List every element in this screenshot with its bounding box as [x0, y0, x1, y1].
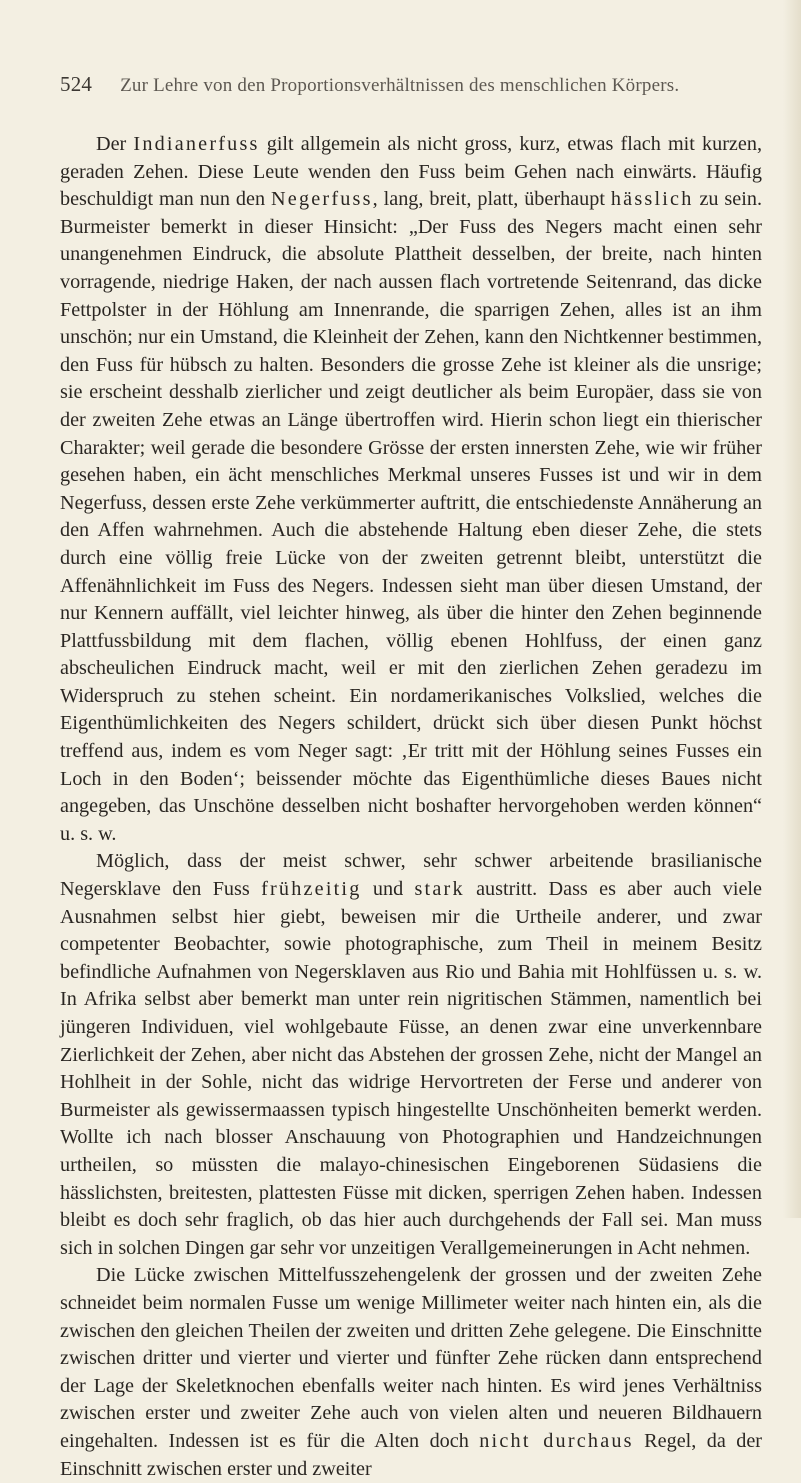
paragraph	[60, 848, 762, 1262]
running-head-title: Zur Lehre von den Proportionsverhältnissen des menschlichen Körpers.	[120, 75, 680, 96]
page-number: 524	[60, 72, 93, 96]
page-edge-shadow	[783, 0, 801, 1218]
text-run: , lang, breit, platt, überhaupt	[372, 188, 611, 211]
spaced-emphasis-text: Indianerfuss	[133, 133, 260, 155]
text-run: gilt allgemein als nicht gross, kurz, etwas flach mit kurzen, geraden Zehen. Diese Leute wenden den Fuss beim Gehen nach einwärts. Häufig beschuldigt man nun den	[60, 133, 762, 211]
running-head	[60, 72, 762, 97]
spaced-emphasis-text: nicht durchaus	[479, 1429, 634, 1452]
text-run: Möglich, dass der meist schwer, sehr schwer arbeitende brasilianische Negersklave den Fuss	[60, 850, 762, 901]
text-run: Regel, da der Einschnitt zwischen erster und zweiter	[60, 1429, 763, 1480]
text-run: zu sein. Burmeister bemerkt in dieser Hinsicht: „Der Fuss des Negers macht einen sehr unangenehmen Eindruck, die absolute Plattheit desselben, der breite, nach hinten vorragende, niedrige Haken, der nach aussen flach vortretende Seitenrand, das dicke Fettpolster in der Höhlung am Innenrande, die sparrigen Zehen, alles ist an ihm unschön; nur ein Umstand, die Kleinheit der Zehen, kann den Nichtkenner bestimmen, den Fuss für hübsch zu halten. Besonders die grosse Zehe ist kleiner als die unsrige; sie erscheint desshalb zierlicher und zeigt deutlicher als beim Europäer, dass sie von der zweiten Zehe etwas an Länge übertroffen wird. Hierin schon liegt ein thierischer Charakter; weil gerade die besondere Grösse der ersten innersten Zehe, wie wir früher gesehen haben, ein ächt menschliches Merkmal unseres Fusses ist und wir in dem Negerfuss, dessen erste Zehe verkümmerter auftritt, die entschiedenste Annäherung an den Affen wahrnehmen. Auch die abstehende Haltung eben dieser Zehe, die stets durch eine völlig freie Lücke von der zweiten getrennt bleibt, unterstützt die Affenähnlichkeit im Fuss des Negers. Indessen sieht man über diesen Umstand, der nur Kennern auffällt, viel leichter hinweg, als über die hinter den Zehen beginnende Plattfussbildung mit dem flachen, völlig ebenen Hohlfuss, der einen ganz abscheulichen Eindruck macht, weil er mit den zierlichen Zehen geradezu im Widerspruch zu stehen scheint. Ein nordamerikanisches Volkslied, welches die Eigenthümlichkeiten des Negers schildert, drückt sich über diesen Punkt höchst treffend aus, indem es vom Neger sagt: ‚Er tritt mit der Höhlung seines Fusses ein Loch in den Boden‘; beissender möchte das Eigenthümliche dieses Baues nicht angegeben, das Unschöne desselben nicht boshafter hervorgehoben werden können“ u. s. w.	[60, 188, 763, 845]
text-run: und	[361, 878, 415, 901]
book-page	[60, 72, 762, 1483]
paragraph	[60, 131, 762, 848]
text-run: austritt. Dass es aber auch viele Ausnahmen selbst hier giebt, beweisen mir die Urtheile anderer, und zwar competenter Beobachter, sowie photographische, zum Theil in meinem Besitz befindliche Aufnahmen von Negersklaven aus Rio und Bahia mit Hohlfüssen u. s. w. In Afrika selbst aber bemerkt man unter rein nigritischen Stämmen, namentlich bei jüngeren Individuen, viel wohlgebaute Füsse, an denen zwar eine unverkennbare Zierlichkeit der Zehen, aber nicht das Abstehen der grossen Zehe, nicht der Mangel an Hohlheit in der Sohle, nicht das widrige Hervortreten der Ferse und anderer von Burmeister als gewissermaassen typisch hingestellte Unschönheiten bemerkt werden. Wollte ich nach blosser Anschauung von Photographien und Handzeichnungen urtheilen, so müssten die malayo-chinesischen Eingeborenen Südasiens die hässlichsten, breitesten, plattesten Füsse mit dicken, sperrigen Zehen haben. Indessen bleibt es doch sehr fraglich, ob das hier auch durchgehends der Fall sei. Man muss sich in solchen Dingen gar sehr vor unzeitigen Verallgemeinerungen in Acht nehmen.	[60, 878, 762, 1259]
body-text	[60, 131, 762, 1483]
spaced-emphasis-text: Negerfuss	[271, 188, 373, 211]
text-run: Die Lücke zwischen Mittelfusszehengelenk der grossen und der zweiten Zehe schneidet beim normalen Fusse um wenige Millimeter weiter nach hinten ein, als die zwischen den gleichen Theilen der zweiten und dritten Zehe gelegene. Die Einschnitte zwischen dritter und vierter und vierter und fünfter Zehe rücken dann entsprechend der Lage der Skeletknochen ebenfalls weiter nach hinten. Es wird jenes Verhältniss zwischen erster und zweiter Zehe auch von vielen alten und neueren Bildhauern eingehalten. Indessen ist es für die Alten doch	[60, 1264, 762, 1452]
text-run: Der	[96, 133, 134, 155]
spaced-emphasis-text: stark	[414, 878, 465, 901]
spaced-emphasis-text: frühzeitig	[261, 878, 362, 901]
spaced-emphasis-text: hässlich	[610, 188, 694, 211]
paragraph	[60, 1262, 762, 1483]
